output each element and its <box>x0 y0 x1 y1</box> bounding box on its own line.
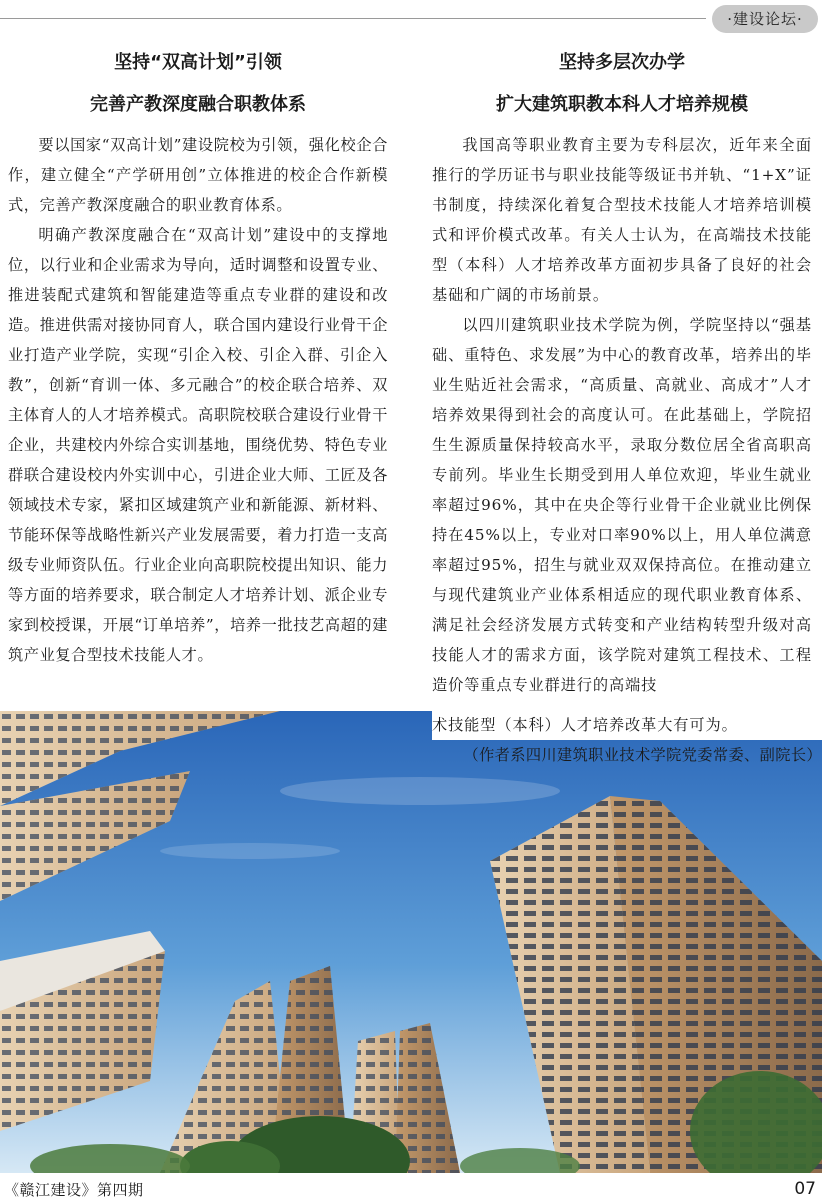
right-paragraph: 以四川建筑职业技术学院为例，学院坚持以“强基础、重特色、求发展”为中心的教育改革，培养出的毕业生贴近社会需求，“高质量、高就业、高成才”人才培养效果得到社会的高度认可。在此基础上，学院招生生源质量保持较高水平，录取分数位居全省高职高专前列。毕业生长期受到用人单位欢迎，毕业生就业率超过96%，其中在央企等行业骨干企业就业比例保持在45%以上，专业对口率90%以上，用人单位满意率超过95%，招生与就业双双保持高位。在推动建立与现代建筑业产业体系相适应的现代职业教育体系、满足社会经济发展方式转变和产业结构转型升级对高技能人才的需求方面，该学院对建筑工程技术、工程造价等重点专业群进行的高端技 <box>432 316 812 694</box>
header-rule <box>0 18 706 19</box>
right-column <box>432 42 812 700</box>
section-tag: ·建设论坛· <box>712 5 818 33</box>
right-last-line: 术技能型（本科）人才培养改革大有可为。 <box>432 716 738 734</box>
left-heading-1: 坚持“双高计划”引领 <box>114 52 282 73</box>
building-photo <box>0 711 822 1173</box>
right-last-line-box <box>432 710 822 740</box>
right-paragraph: 我国高等职业教育主要为专科层次，近年来全面推行的学历证书与职业技能等级证书并轨、“1+X”证书制度，持续深化着复合型技术技能人才培养培训模式和评价模式改革。有关人士认为，在高端技术技能型（本科）人才培养改革方面初步具备了良好的社会基础和广阔的市场前景。 <box>432 136 812 304</box>
left-heading-2: 完善产教深度融合职教体系 <box>90 94 306 115</box>
left-paragraph: 明确产教深度融合在“双高计划”建设中的支撑地位，以行业和企业需求为导向，适时调整和设置专业、推进装配式建筑和智能建造等重点专业群的建设和改造。推进供需对接协同育人，联合国内建设行业骨干企业打造产业学院，实现“引企入校、引企入群、引企入教”，创新“育训一体、多元融合”的校企联合培养、双主体育人的人才培养模式。高职院校联合建设行业骨干企业，共建校内外综合实训基地，围绕优势、特色专业群联合建设校内外实训中心，引进企业大师、工匠及各领域技术专家，紧扣区域建筑产业和新能源、新材料、节能环保等战略性新兴产业发展需要，着力打造一支高级专业师资队伍。行业企业向高职院校提出知识、能力等方面的培养要求，联合制定人才培养计划、派企业专家到校授课，开展“订单培养”，培养一批技艺高超的建筑产业复合型技术技能人才。 <box>8 226 388 664</box>
author-byline: （作者系四川建筑职业技术学院党委常委、副院长） <box>463 746 822 764</box>
right-heading-2: 扩大建筑职教本科人才培养规模 <box>496 94 748 115</box>
left-column <box>8 42 388 670</box>
page-number: 07 <box>794 1179 816 1199</box>
footer-issue: 《赣江建设》第四期 <box>4 1181 144 1199</box>
left-paragraph: 要以国家“双高计划”建设院校为引领，强化校企合作，建立健全“产学研用创”立体推进的校企合作新模式，完善产教深度融合的职业教育体系。 <box>8 136 388 214</box>
right-heading-1: 坚持多层次办学 <box>559 52 685 73</box>
